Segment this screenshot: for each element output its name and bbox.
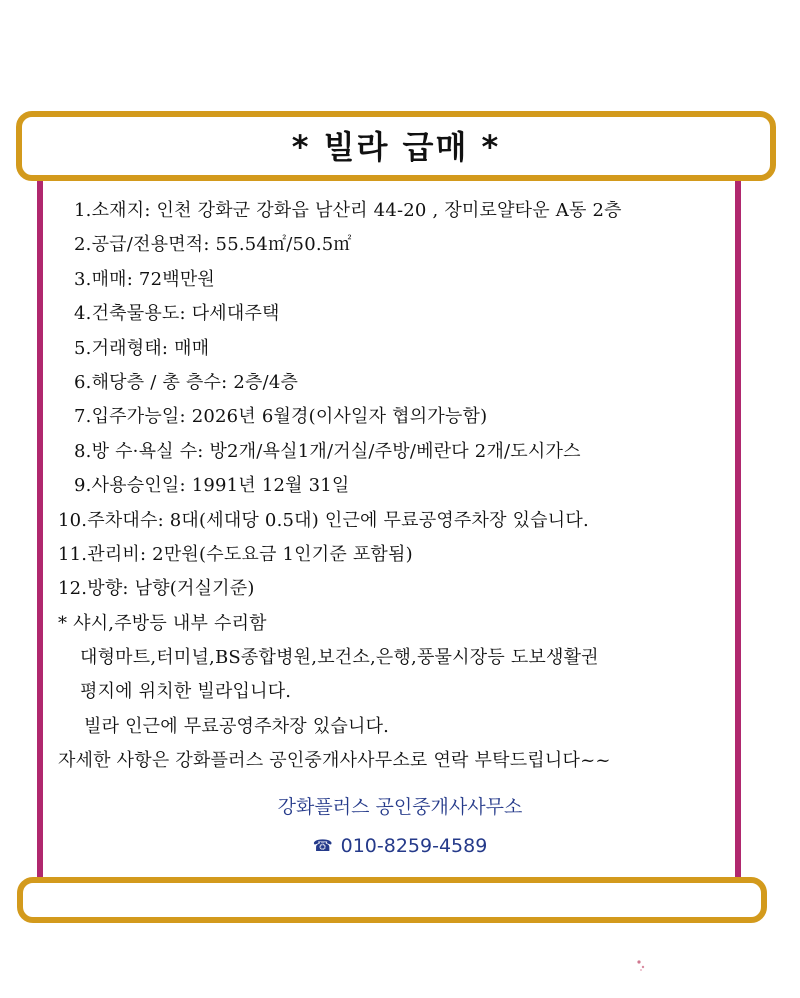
bottom-banner <box>17 877 767 923</box>
phone-number: 010-8259-4589 <box>340 835 488 857</box>
note-flat-land: 평지에 위치한 빌라입니다. <box>80 681 292 703</box>
note-amenities: 대형마트,터미널,BS종합병원,보건소,은행,풍물시장등 도보생활권 <box>80 647 599 669</box>
detail-price: 3.매매: 72백만원 <box>74 268 216 290</box>
title-banner <box>16 111 776 181</box>
detail-floor: 6.해당층 / 총 층수: 2층/4층 <box>74 371 299 393</box>
detail-area: 2.공급/전용면적: 55.54㎡/50.5㎡ <box>74 234 352 256</box>
detail-rooms: 8.방 수·욕실 수: 방2개/욕실1개/거실/주방/베란다 2개/도시가스 <box>74 440 581 462</box>
listing-details <box>58 194 748 779</box>
detail-direction: 12.방향: 남향(거실기준) <box>58 578 255 600</box>
detail-building-use: 4.건축물용도: 다세대주택 <box>74 303 280 325</box>
phone-line <box>0 829 800 863</box>
scan-speck <box>636 958 646 972</box>
note-contact-request: 자세한 사항은 강화플러스 공인중개사사무소로 연락 부탁드립니다~~ <box>58 750 611 772</box>
note-renovation: * 샤시,주방등 내부 수리함 <box>58 612 267 634</box>
phone-icon: ☎ <box>312 836 333 855</box>
detail-parking: 10.주차대수: 8대(세대당 0.5대) 인근에 무료공영주차장 있습니다. <box>58 509 589 531</box>
office-name: 강화플러스 공인중개사사무소 <box>277 796 523 818</box>
detail-approval-date: 9.사용승인일: 1991년 12월 31일 <box>74 475 350 497</box>
detail-transaction-type: 5.거래형태: 매매 <box>74 337 210 359</box>
detail-location: 1.소재지: 인천 강화군 강화읍 남산리 44-20 , 장미로얄타운 A동 2층 <box>74 200 622 221</box>
detail-management-fee: 11.관리비: 2만원(수도요금 1인기준 포함됨) <box>58 543 413 565</box>
page-title: * 빌라 급매 * <box>291 128 501 166</box>
note-parking: 빌라 인근에 무료공영주차장 있습니다. <box>84 715 390 737</box>
detail-move-in: 7.입주가능일: 2026년 6월경(이사일자 협의가능함) <box>74 406 488 428</box>
